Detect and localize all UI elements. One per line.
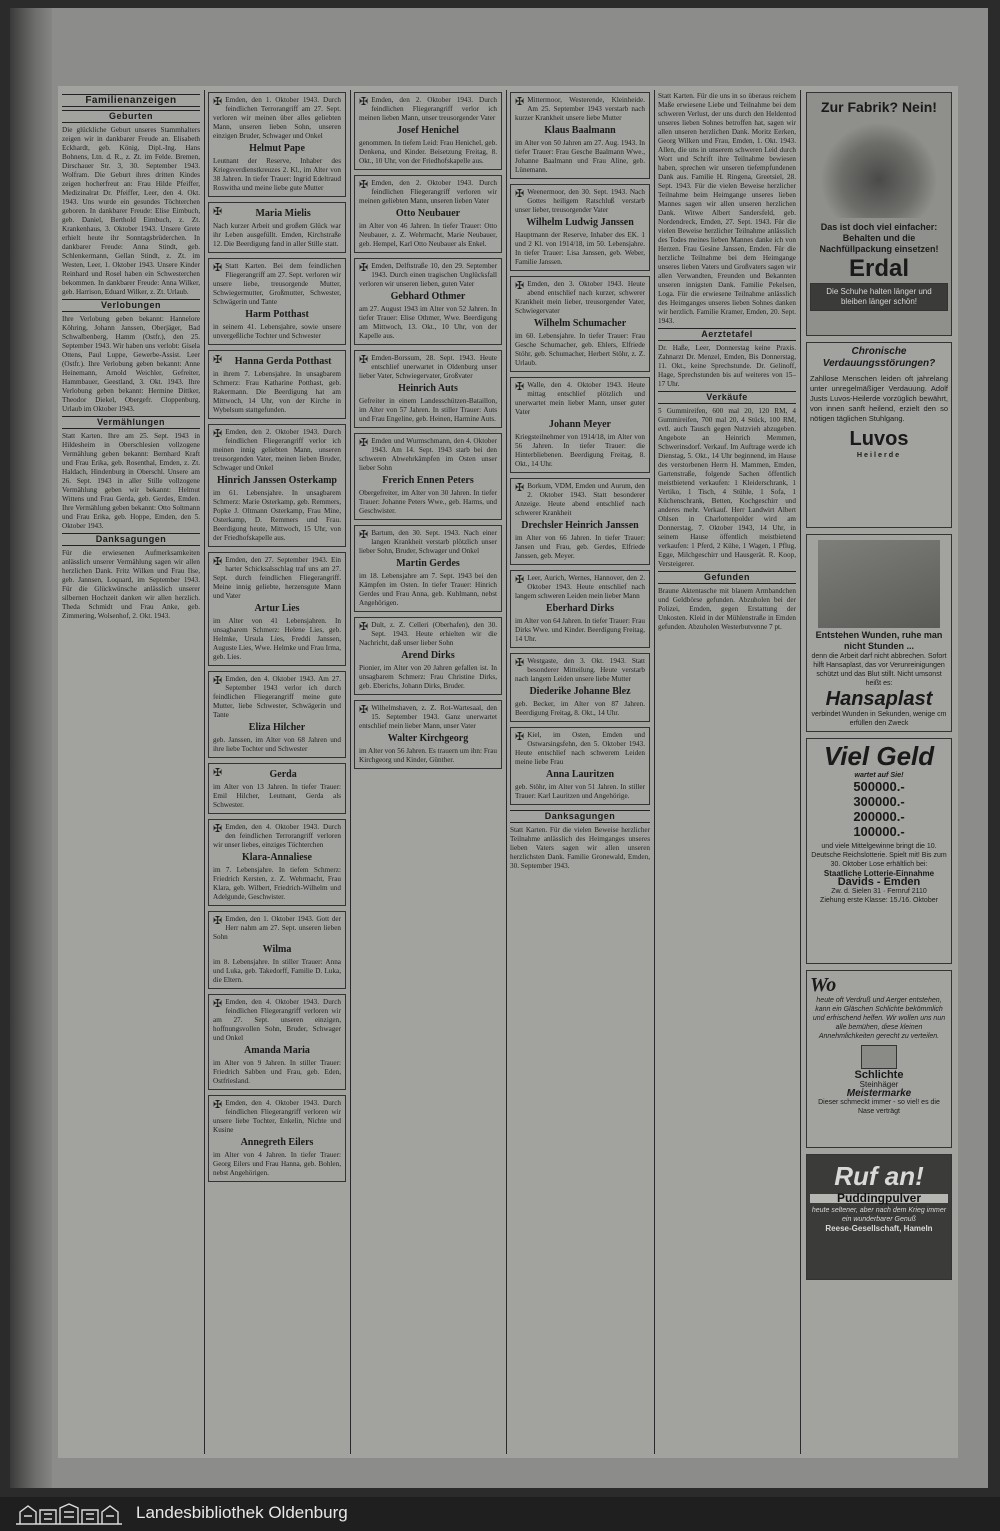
obituary-notice [354,350,502,428]
obituary-notice [208,202,346,253]
obituary-notice [354,92,502,170]
obituary-notice [510,92,650,179]
section-heading: Geburten [62,110,200,123]
found-notices: Braune Aktentasche mit blauem Armbandchen und Geldbörse gefunden. Abzuholen bei der Polizei, Emden, gegen Erstattung der Unkosten. Kleid in der Mühlenstraße in Emden gefunden. Abzuholen Westerbutvenne 7 pt. [658,587,796,631]
newspaper-page [58,86,958,1458]
notice-details: im Alter von 66 Jahren. In tiefer Trauer: Jansen und Frau, geb. Gerdes, Elfriede Janssen, geb. Meyer. [515,534,645,560]
cross-icon: ✠ [515,656,525,669]
section-heading: Gefunden [658,571,796,584]
library-building-icon [14,1502,124,1526]
notice-intro: Emden, den 4. Oktober 1943. Durch feindlichen Fliegerangriff verloren wir unsere liebe Tochter, Enkelin, Nichte und Kusine [213,1099,341,1134]
cross-icon: ✠ [359,703,369,716]
obituary-list [510,92,650,805]
ad-luvos-body: Zahllose Menschen leiden oft jahrelang unter unregelmäßiger Verdauung. Adolf Justs Luvos-Heilerde vorzüglich bewährt, von innen sanft heilend, erzielt den so nötigen täglichen Stuhlgang. [810,374,948,423]
notice-details: im Alter von 50 Jahren am 27. Aug. 1943. In tiefer Trauer: Frau Gesche Baalmann Wwe., Johanne Baalmann und Frau Aline, geb. Lünemann. [515,139,645,174]
cross-icon: ✠ [213,822,223,835]
ad-pudding [806,1154,952,1280]
ad-lottery-address: Zw. d. Sielen 31 · Fernruf 2110 [831,888,927,895]
cross-icon: ✠ [515,95,525,108]
cross-icon: ✠ [515,573,525,586]
ad-schlichte-body: heute oft Verdruß und Aerger entstehen, kann ein Gläschen Schlichte bekömmlich und erfrischend helfen. Wir wollen uns nun alle bemühen, diese kleinen Annehmlichkeiten gerecht zu verteilen. [812,997,946,1040]
section-thanks [62,533,200,621]
ad-luvos-brand: Luvos [849,428,909,450]
section-engagements [62,299,200,414]
cross-icon: ✠ [213,353,223,366]
thanks-notices: Statt Karten. Für die uns in so überaus reichem Maße erwiesene Liebe und Teilnahme bei dem schweren Verlust, der uns durch den Heldentod unseres lieben Sohnes betroffen hat, sagen wir allen unseren herzlichen Dank. Moritz Eerken, Georg Wilken und Frau, Emden, 1. Okt. 1943. Allen, die uns in unserem schweren Leid durch Wort und Schrift ihre Teilnahme bewiesen haben, sprechen wir unseren tiefempfundenen Dank aus. Familie H. Ringena, Greetsiel, 28. Sept. 1943. Für die vielen Beweise herzlicher Teilnahme beim Heimgange unseres lieben Mannes sagen wir allen unseren herzlichen Dank. Witwe Albert Sandersfeld, geb. Nordendreck, Emden, 27. Sept. 1943. Für die vielen Beweise herzlicher Teilnahme anlässlich des Todes meines lieben Mannes danke ich von Herzen. Frau Gesine Janssen, Emden. Für die herzliche Teilnahme bei dem Heimgange unseres lieben Vaters und Großvaters sagen wir allen Verwandten, Freunden und Bekannten unseren innigsten Dank. Familie Pekelsen, Loga. Für die erwiesene Teilnahme anlässlich des Heimganges unseres lieben Sohnes danken wir herzlich. Familie Kramer, Emden, 20. Sept. 1943. [658,92,796,325]
ad-schlichte-brand: Schlichte [854,1069,904,1081]
notice-intro: Emden, den 2. Oktober 1943. Durch feindlichen Fliegerangriff verloren wir meinen geliebten Mann, unseren lieben Vater [359,179,497,205]
section-weddings [62,416,200,531]
deceased-name: Harm Potthast [245,309,309,320]
ad-pudding-body: heute seltener, aber nach dem Krieg immer ein wunderbarer Genuß [811,1207,947,1223]
ad-hansaplast-brand: Hansaplast [825,688,933,710]
notice-details: Gefreiter in einem Landesschützen-Bataillon, im Alter von 57 Jahren. In stiller Trauer: Auts und Frau Engeline, geb. Heinen, Harmine Auts. [359,397,497,423]
cross-icon: ✠ [359,261,369,274]
section-thanks [510,810,650,871]
cross-icon: ✠ [213,1098,223,1111]
deceased-name: Hanna Gerda Potthast [234,356,332,367]
ad-schlichte-tagline: Dieser schmeckt immer - so viel! es die Nase verträgt [818,1099,940,1115]
notice-intro: Dult, z. Z. Celleri (Oberhafen), den 30. Sept. 1943. Heute erhielten wir die Nachricht, daß unser lieber Sohn [359,621,497,647]
deceased-name: Gebhard Othmer [390,291,466,302]
column-obituaries-2 [208,92,346,1454]
column-advertisements [806,92,952,1454]
obituary-notice [208,258,346,345]
ad-schlichte-initial: Wo [810,974,837,996]
deceased-name: Diederike Johanne Blez [529,686,631,697]
ad-schlichte-mark: Meistermarke [846,1088,912,1099]
notice-details: Hauptmann der Reserve, Inhaber des EK. 1 und 2 Kl. von 1914/18, im 50. Lebensjahre. In tiefer Trauer: Lisa Janssen, geb. Weber, Familie Janssen. [515,231,645,266]
notice-text: Statt Karten. Für die vielen Beweise herzlicher Teilnahme anlässlich des Heimganges unseres lieben Vaters sagen wir allen unseren herzlichsten Dank. Familie Gronewald, Emden, 30. September 1943. [510,826,650,870]
obituary-notice [208,911,346,989]
obituary-notice [208,819,346,906]
notice-details: Leutnant der Reserve, Inhaber des Kriegsverdienstkreuzes 2. Kl., im Alter von 38 Jahren. In tiefer Trauer: Ingrid Edeltraud Roswitha und meine liebe gute Mutter [213,157,341,192]
notice-details: im Alter von 41 Lebensjahren. In unsagbarem Schmerz: Helene Lies, geb. Helmke, Ursula Lies, Freddi Janssen, Auguste Lies, Wwe. Helmke und Frau Irma, geb. Lies. [213,617,341,661]
notice-details: im Alter von 9 Jahren. In stiller Trauer: Friedrich Sabben und Frau, geb. Eden, Ostfriesland. [213,1059,341,1085]
obituary-notice [510,276,650,372]
notice-intro: Emden, den 4. Oktober 1943. Durch den feindlichen Terrorangriff verloren wir unser liebes, einziges Töchterchen [213,823,341,849]
deceased-name: Klara-Annaliese [242,852,312,863]
column-thanks-classifieds [658,92,796,1454]
notice-intro: Bartum, den 30. Sept. 1943. Nach einer langen Krankheit verstarb plötzlich unser lieber Sohn, Bruder, Schwager und Onkel [359,529,497,555]
ad-lottery-name: Davids - Emden [837,876,921,888]
cross-icon: ✠ [359,95,369,108]
cross-icon: ✠ [359,353,369,366]
ad-pudding-brand: Ruf an! [834,1161,924,1191]
notice-intro: Emden, den 2. Oktober 1943. Durch feindlichen Fliegerangriff verlor ich meinen lieben Mann, unser treusorgender Vater [359,96,497,122]
obituary-notice [510,570,650,648]
ad-lottery-body: und viele Mittelgewinne bringt die 10. Deutsche Reichslotterie. Spielt mit! Bis zum 30. Oktober Lose erhältlich bei: [811,843,947,868]
prize-amount: 500000.- [853,779,905,794]
notice-text: Für die erwiesenen Aufmerksamkeiten anlässlich unserer Vermählung sagen wir allen herzlichen Dank. Fritz Wilken und Frau Ilse, geb. Jannsen, Loquard, im September 1943. Für die Glückwünsche anlässlich unserer silbernen Hochzeit danken wir allen herzlich. Theda Schmidt und Frau Anke, geb. Zimmering, Wolsenhof, 2. Okt. 1943. [62,549,200,620]
notice-details: Nach kurzer Arbeit und großem Glück war ihr Leben ausgefüllt. Emden, Kirchstraße 12. Die Beerdigung fand in aller Stille statt. [213,222,341,248]
notice-intro: Mittermoor, Westerende, Kleinheide. Am 25. September 1943 verstarb nach kurzer Krankheit unsere liebe Mutter [515,96,645,122]
cross-icon: ✠ [359,528,369,541]
deceased-name: Wilma [262,944,292,955]
deceased-name: Eberhard Dirks [545,603,615,614]
obituary-notice [510,653,650,722]
notice-details: im 61. Lebensjahre. In unsagbarem Schmerz: Marie Osterkamp, geb. Remmers, Popke J. Oltmann Osterkamp, Frau Mine, Osterkamp, D. Remmers und Frau. Beerdigung heute, Mittwoch, 15 Uhr, von der Friedhofskapelle aus. [213,489,341,542]
notice-details: im 7. Lebensjahre. In tiefem Schmerz: Friedrich Kersten, z. Z. Wehrmacht, Frau Klara, geb. Wilbert, Friedrich-Wilhelm und Adelgunde, Geschwister. [213,866,341,901]
notice-intro: Emden, Delftstraße 10, den 29. September 1943. Durch einen tragischen Unglücksfall verloren wir unseren lieben, guten Vater [359,262,497,288]
ad-lottery-headline: Viel Geld [823,741,935,771]
column-obituaries-4 [510,92,650,1454]
notice-intro: Emden, den 27. September 1943. Ein harter Schicksalsschlag traf uns am 27. Sept. durch feindlichen Fliegerangriff. Meine innig geliebte, herzensgute Mann und Vater [213,556,341,600]
deceased-name: Eliza Hilcher [248,722,306,733]
ad-erdal-brand: Erdal [848,255,910,282]
ad-lottery [806,738,952,964]
section-births [62,110,200,297]
ad-pudding-company: Reese-Gesellschaft, Hameln [825,1224,933,1233]
notice-details: am 27. August 1943 im Alter von 52 Jahren. In tiefer Trauer: Elise Othmer, Wwe. Beerdigung am Mittwoch, 13. Okt., 10 Uhr, von der Kapelle aus. [359,305,497,340]
notice-details: im Alter von 13 Jahren. In tiefer Trauer: Emil Hilcher, Leutnant, Gerda als Schwester. [213,783,341,809]
notice-details: Pionier, im Alter von 20 Jahren gefallen ist. In unsagbarem Schmerz: Frau Christine Dirks, geb. Eberichs, Johann Dirks, Bruder. [359,664,497,690]
cross-icon: ✠ [213,674,223,687]
section-title: Familienanzeigen [62,94,200,107]
cross-icon: ✠ [213,914,223,927]
section-heading: Danksagungen [510,810,650,823]
notice-details: in seinem 41. Lebensjahre, sowie unsere unvergeßliche Tochter und Schwester [213,323,341,340]
cross-icon: ✠ [515,730,525,743]
notice-details: geb. Janssen, im Alter von 68 Jahren und ihre liebe Tochter und Schwester [213,736,341,753]
ad-hansaplast-footer: verbindet Wunden in Sekunden, wenige cm erfüllen den Zweck [811,711,947,727]
section-heading: Verlobungen [62,299,200,312]
column-rule [204,90,205,1454]
notice-details: genommen. In tiefem Leid: Frau Henichel, geb. Denkena, und Kinder. Beisetzung Freitag, 8. Okt., 10 Uhr, von der Friedhofskapelle aus. [359,139,497,165]
notice-details: Obergefreiter, im Alter von 30 Jahren. In tiefer Trauer: Johanne Peters Wwe., geb. Harms, und Geschwister. [359,489,497,515]
notice-intro: Walle, den 4. Oktober 1943. Heute mittag entschlief plötzlich und unerwartet mein lieber Mann, unser guter Vater [515,381,645,416]
column-rule [506,90,507,1454]
deceased-name: Anna Lauritzen [545,769,615,780]
cross-icon: ✠ [213,261,223,274]
section-heading: Vermählungen [62,416,200,429]
ad-lottery-agency: Staatliche Lotterie-Einnahme [823,869,935,878]
obituary-notice [354,700,502,769]
deceased-name: Josef Henichel [397,125,459,136]
notice-details: im 60. Lebensjahre. In tiefer Trauer: Frau Gesche Schumacher, geb. Ehlers, Elfriede Stöhr, geb. Schumacher, Herbert Stöhr, z. Z. Urlaub. [515,332,645,367]
cross-icon: ✠ [359,178,369,191]
notice-intro: Emden, den 3. Oktober 1943. Heute abend entschlief nach kurzer, schwerer Krankheit mein lieber, treusorgender Vater, Schwiegervater [515,280,645,315]
ad-hansaplast [806,534,952,732]
cross-icon: ✠ [213,555,223,568]
page-fold-shadow [10,8,52,1488]
scanned-page [10,8,988,1488]
section-heading: Verkäufe [658,391,796,404]
deceased-name: Amanda Maria [244,1045,310,1056]
notice-intro: Emden, den 1. Oktober 1943. Durch feindlichen Terrorangriff am 27. Sept. verloren wir meinen über alles geliebten Mann, unseren lieben Sohn, unseren einzigen Bruder, Schwager und Onkel [213,96,341,140]
obituary-notice [208,994,346,1090]
ad-erdal-body: Das ist doch viel einfacher: Behalten und die Nachfüllpackung einsetzen! [819,222,939,254]
cross-icon: ✠ [213,205,223,218]
ad-schlichte-type: Steinhäger [859,1080,899,1089]
doctors-notices: Dr. Haße, Leer, Donnerstag keine Praxis. Zahnarzt Dr. Menzel, Emden, Bis Donnerstag, 11. Okt., keine Sprechstunde. Dr. Gelinoff, Hage, Sprechstunden bis auf weiteres von 15–17 Uhr. [658,344,796,388]
notice-text: Ihre Verlobung geben bekannt: Hannelore Köhring, Johann Janssen, Oberjäger, Bad Schwalbenberg, Hamm (Ostfr.), den 25. September 1943. Wir haben uns verlobt: Gisela Ottens, Paul Luppe, Gewerbe-Assist. Leer (Ostfr.). Ihre Verlobung geben bekannt: Anne Heinemann, Arnold Weichler, Gefreiter, Hammbauer, Geestland, 3. Okt. 1943. Ihre Verlobung geben bekannt: Hermine Dittker, Theodor Diekel, Obergefr. Cloppenburg, Urlaub im Oktober 1943. [62,315,200,413]
deceased-name: Johann Meyer [549,419,611,430]
sales-notices: 5 Gummireifen, 600 mal 20, 120 RM, 4 Gummireifen, 700 mal 20, 4 Stück, 100 RM, evtl. auch Tausch gegen Nutzvieh abzugeben. Angebote an Heinrich Memmen, Schwerinsdorf. Verkauf. Im Auftrage werde ich Dienstag, 5. Okt., 14 Uhr beginnend, im Hause des verstorbenen Herrn H. Mammen, Emden, Gartenstraße, folgende Sachen öffentlich meistbietend verkaufen: 1 Kleiderschrank, 1 Vertiko, 1 Tisch, 4 Stühle, 1 Sofa, 1 Küchenschrank, Betten, Kochgeschirr und anderes mehr. Verkauf. Herr Landwirt Albert Ohlsen in Charlottenpolder wird am Donnerstag, 7. Oktober 1943, 14 Uhr, in seinem Hause öffentlich meistbietend verkaufen: 1 Pferd, 2 Kühe, 1 Wagen, 1 Pflug, Egge, Milchgeschirr und Hausgerät. R. Koop, Versteigerer. [658,407,796,568]
obituary-notice [208,552,346,666]
prize-amount: 300000.- [853,794,905,809]
deceased-name: Heinrich Auts [398,383,458,394]
obituary-notice [208,350,346,419]
ad-luvos-headline: Chronische Verdauungsstörungen? [822,346,936,369]
cross-icon: ✠ [359,620,369,633]
ad-schlichte [806,970,952,1148]
ad-luvos-sub: Heilerde [856,450,902,459]
obituary-notice [510,727,650,805]
deceased-name: Arend Dirks [401,650,455,661]
notice-intro: Wilhelmshaven, z. Z. Rot-Wartesaal, den 15. September 1943. Ganz unerwartet entschlief mein lieber Mann, unser Vater [359,704,497,730]
obituary-notice [354,433,502,520]
ad-lottery-date: Ziehung erste Klasse: 15./16. Oktober [820,897,938,904]
ad-luvos [806,342,952,528]
section-heading: Danksagungen [62,533,200,546]
notice-text: Statt Karten. Ihre am 25. Sept. 1943 in Hildesheim in Oberschlesien vollzogene Vermählung geben bekannt: Bernhard Kraft und Frau Erika, geb. Rosenthal, Emden, z. Zt. Haldach, Hindenburg in Oberschl. Unsere am 26. Sept. 1943 in aller Stille vollzogene Vermählung geben wir bekannt: Helmut Wittens und Frau Gerda, geb. Gerdes, Emden. Ihre Vermählung geben bekannt: Otto Soltmann und Frau Erika, geb. Hoppe, Emden, den 5. Oktober 1943. [62,432,200,530]
deceased-name: Maria Mielis [255,208,311,219]
obituary-notice [510,377,650,473]
notice-details: im Alter von 46 Jahren. In tiefer Trauer: Otto Neubauer, z. Z. Wehrmacht, Marie Neubauer, geb. Hempel, Karl Otto Neubauer als Enkel. [359,222,497,248]
cross-icon: ✠ [213,997,223,1010]
deceased-name: Frerich Ennen Peters [382,475,474,486]
section-heading: Aerztetafel [658,328,796,341]
cross-icon: ✠ [213,766,223,779]
obituary-notice [208,424,346,547]
column-family-notices [62,92,200,1454]
deceased-name: Martin Gerdes [396,558,460,569]
notice-details: im 18. Lebensjahre am 7. Sept. 1943 bei den Kämpfen im Osten. In tiefer Trauer: Hinrich Gerdes und Frau Anna, geb. Kuhlmann, nebst Angehörigen. [359,572,497,607]
deceased-name: Helmut Pape [249,143,305,154]
obituary-notice [354,258,502,345]
cross-icon: ✠ [515,279,525,292]
obituary-notice [208,671,346,758]
ad-lottery-sub: wartet auf Sie! [854,770,904,779]
ad-erdal-headline: Zur Fabrik? Nein! [821,99,937,115]
deceased-name: Walter Kirchgeorg [387,733,469,744]
deceased-name: Drechsler Heinrich Janssen [521,520,639,531]
cross-icon: ✠ [515,187,525,200]
notice-details: geb. Becker, im Alter von 87 Jahren. Beerdigung Freitag, 8. Okt., 14 Uhr. [515,700,645,717]
bottle-illustration [861,1045,897,1069]
deceased-name: Otto Neubauer [395,208,461,219]
notice-details: im Alter von 56 Jahren. Es trauern um ihn: Frau Kirchgeorg und Kinder, Günther. [359,747,497,764]
notice-details: im Alter von 64 Jahren. In tiefer Trauer: Frau Dirks Wwe. und Kinder. Beerdigung Freitag, 14 Uhr. [515,617,645,643]
notice-intro: Westgaste, den 3. Okt. 1943. Statt besonderer Mitteilung. Heute verstarb nach langem Leiden unsere liebe Mutter [515,657,645,683]
column-rule [800,90,801,1454]
ad-pudding-product: Puddingpulver [810,1194,948,1203]
cross-icon: ✠ [515,380,525,393]
deceased-name: Wilhelm Ludwig Janssen [526,217,634,228]
notice-intro: Emden, den 2. Oktober 1943. Durch feindlichen Fliegerangriff verlor ich meinen innig geliebten Mann, unseren treusorgenden Vater, meinen lieben Bruder, Schwager und Onkel [213,428,341,472]
notice-intro: Statt Karten. Bei dem feindlichen Fliegerangriff am 27. Sept. verloren wir unsere liebe, treusorgende Mutter, Schwiegermutter, Großmutter, Schwester, Schwägerin und Tante [213,262,341,306]
deceased-name: Wilhelm Schumacher [533,318,627,329]
deceased-name: Gerda [269,769,297,780]
notice-intro: Kiel, im Osten, Emden und Ostwarsingsfehn, den 5. Oktober 1943. Heute entschlief nach schwerem Leiden meine liebe Frau [515,731,645,766]
column-rule [654,90,655,1454]
notice-details: in ihrem 7. Lebensjahre. In unsagbarem Schmerz: Frau Katharine Potthast, geb. Rakermann. Die Beerdigung hat am Mittwoch, 14 Uhr, von der Kirche in Wybelsum stattgefunden. [213,370,341,414]
obituary-notice [208,92,346,197]
notice-details: im 8. Lebensjahre. In stiller Trauer: Anna und Luka, geb. Takedorff, Familie D. Luka, die Eltern. [213,958,341,984]
prize-amount: 100000.- [853,824,905,839]
deceased-name: Artur Lies [254,603,300,614]
obituary-notice [354,617,502,695]
obituary-notice [208,1095,346,1182]
ad-erdal-footer: Die Schuhe halten länger und bleiben länger schön! [810,283,948,311]
cross-icon: ✠ [359,436,369,449]
deceased-name: Annegreth Eilers [240,1137,314,1148]
notice-intro: Leer, Aurich, Wernes, Hannover, den 2. Oktober 1943. Heute entschlief nach langem schweren Leiden mein lieber Mann [515,574,645,600]
ad-erdal [806,92,952,336]
library-footer [0,1497,1000,1531]
shoe-illustration [820,122,938,218]
ad-hansaplast-headline: Entstehen Wunden, ruhe man nicht Stunden ... [815,630,943,651]
obituary-notice [354,525,502,612]
ad-hansaplast-body: denn die Arbeit darf nicht abbrechen. Sofort hilft Hansaplast, das vor Verunreinigungen schützt und das Blut stillt. Nicht umsonst heißt es: [811,653,947,687]
column-obituaries-3 [354,92,502,1454]
obituary-notice [354,175,502,253]
column-rule [350,90,351,1454]
notice-intro: Borkum, VDM, Emden und Aurum, den 2. Oktober 1943. Statt besonderer Anzeige. Heute abend entschlief nach schwerer Krankheit [515,482,645,517]
bed-illustration [818,540,940,628]
notice-intro: Emden, den 4. Oktober 1943. Durch feindlichen Fliegerangriff verloren wir am 27. Sept. unseren einzigen, hoffnungsvollen Sohn, Bruder, Schwager und Onkel [213,998,341,1042]
notice-intro: Emden, den 4. Oktober 1943. Am 27. September 1943 verlor ich durch feindlichen Fliegerangriff meine gute Mutter, liebe Schwester, Schwägerin und Tante [213,675,341,719]
library-name: Landesbibliothek Oldenburg [136,1503,348,1522]
obituary-notice [510,184,650,271]
obituary-notice [510,478,650,565]
cross-icon: ✠ [213,427,223,440]
deceased-name: Klaus Baalmann [544,125,616,136]
notice-intro: Emden und Wurmschmann, den 4. Oktober 1943. Am 14. Sept. 1943 starb bei den schweren Abwehrkämpfen im Osten unser lieber Sohn [359,437,497,472]
obituary-notice [208,763,346,814]
notice-intro: Emden-Borssum, 28. Sept. 1943. Heute entschlief unerwartet in Oldenburg unser lieber Vater, Schwiegervater, Großvater [359,354,497,380]
notice-details: im Alter von 4 Jahren. In tiefer Trauer: Georg Eilers und Frau Hanna, geb. Bohlen, nebst Angehörigen. [213,1151,341,1177]
cross-icon: ✠ [213,95,223,108]
cross-icon: ✠ [515,481,525,494]
prize-amount: 200000.- [853,809,905,824]
notice-intro: Weenermoor, den 30. Sept. 1943. Nach Gottes heiligem Ratschluß verstarb unser lieber, treusorgender Vater [515,188,645,214]
notice-details: Kriegsteilnehmer von 1914/18, im Alter von 56 Jahren. In tiefer Trauer: die Hinterbliebenen. Beerdigung Freitag, 8. Okt., 14 Uhr. [515,433,645,468]
notice-text: Die glückliche Geburt unseres Stammhalters zeigen wir in dankbarer Freude an. Elisabeth Eckhardt, geb. König, Dipl.-Ing. Hans Bohnens, Ltn. d. R., z. Zt. im Felde. Bremen, Dirschauer Str. 3, 30. September 1943. Wolfram. Die Geburt ihres dritten Kindes zeigen hocherfreut an: Frau Hilde Pfeiffer, Medizinalrat Dr. Pfeiffer, Leer, den 4. Okt. 1943. Uns wurde ein gesundes Töchterchen geboren. In dankbarer Freude: Elise Eimbuch, geb. Daniel, Berthold Eimbuch, z. Zt. Krankenhaus, 3. Oktober 1943. Unsere Grete erhielt heute ihr Sonntagsbrüderchen. In dankbarer Freude: Anna Stindt, geb. Schlenkermann, Gellan Stindt, z. Zt. im Westen, Leer, 1. Oktober 1943. Unsere Kinder Reinhard und Rosel haben ein Schwesterchen bekommen. In dankbarer Freude: Anna Wilker, geb. Harrison, Eduard Wilker, z. Zt. Urlaub. [62,126,200,296]
deceased-name: Hinrich Janssen Osterkamp [216,475,337,486]
notice-intro: Emden, den 1. Oktober 1943. Gott der Herr nahm am 27. Sept. unseren lieben Sohn [213,915,341,941]
notice-details: geb. Stöhr, im Alter von 51 Jahren. In stiller Trauer: Karl Lauritzen und Angehörige. [515,783,645,800]
